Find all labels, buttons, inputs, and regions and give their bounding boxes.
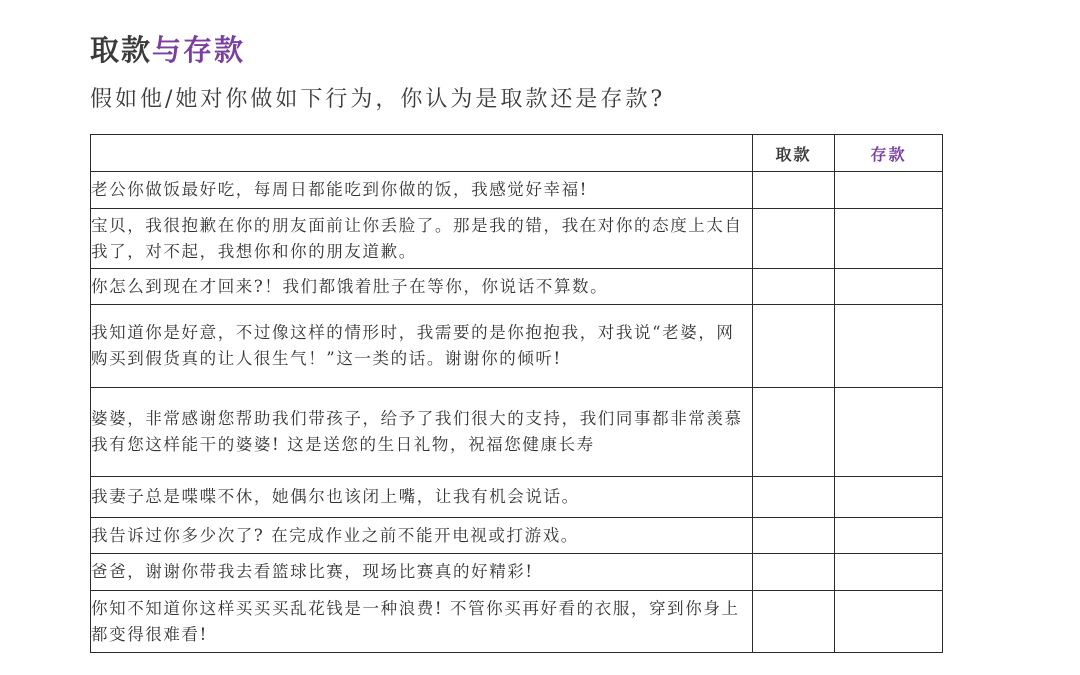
header-withdraw: 取款 bbox=[753, 135, 835, 172]
deposit-cell[interactable] bbox=[835, 554, 943, 591]
header-statement bbox=[91, 135, 753, 172]
deposit-cell[interactable] bbox=[835, 305, 943, 388]
row-statement: 宝贝，我很抱歉在你的朋友面前让你丢脸了。那是我的错，我在对你的态度上太自我了，对不起，我想你和你的朋友道歉。 bbox=[91, 209, 753, 269]
deposit-cell[interactable] bbox=[835, 591, 943, 653]
title-withdraw: 取款 bbox=[90, 33, 153, 67]
deposit-cell[interactable] bbox=[835, 518, 943, 554]
table-row bbox=[91, 388, 943, 477]
withdraw-cell[interactable] bbox=[753, 591, 835, 653]
deposit-cell[interactable] bbox=[835, 388, 943, 477]
table-row bbox=[91, 172, 943, 209]
header-deposit: 存款 bbox=[835, 135, 943, 172]
quiz-table bbox=[90, 134, 943, 653]
deposit-cell[interactable] bbox=[835, 477, 943, 518]
table-row bbox=[91, 518, 943, 554]
page-subtitle: 假如他/她对你做如下行为，你认为是取款还是存款? bbox=[90, 87, 666, 112]
withdraw-cell[interactable] bbox=[753, 388, 835, 477]
row-statement: 你知不知道你这样买买买乱花钱是一种浪费! 不管你买再好看的衣服，穿到你身上都变得很难看! bbox=[91, 591, 753, 653]
row-statement: 我妻子总是喋喋不休，她偶尔也该闭上嘴，让我有机会说话。 bbox=[91, 477, 753, 518]
row-statement: 我告诉过你多少次了? 在完成作业之前不能开电视或打游戏。 bbox=[91, 518, 753, 554]
deposit-cell[interactable] bbox=[835, 269, 943, 305]
table-row bbox=[91, 269, 943, 305]
row-statement: 婆婆，非常感谢您帮助我们带孩子，给予了我们很大的支持，我们同事都非常羡慕我有您这样能干的婆婆! 这是送您的生日礼物，祝福您健康长寿 bbox=[91, 388, 753, 477]
table-row bbox=[91, 477, 943, 518]
withdraw-cell[interactable] bbox=[753, 209, 835, 269]
table-row bbox=[91, 554, 943, 591]
withdraw-cell[interactable] bbox=[753, 477, 835, 518]
title-deposit: 与存款 bbox=[152, 33, 246, 67]
withdraw-cell[interactable] bbox=[753, 554, 835, 591]
withdraw-cell[interactable] bbox=[753, 518, 835, 554]
row-statement: 老公你做饭最好吃，每周日都能吃到你做的饭，我感觉好幸福! bbox=[91, 172, 753, 209]
withdraw-cell[interactable] bbox=[753, 269, 835, 305]
withdraw-cell[interactable] bbox=[753, 172, 835, 209]
row-statement: 你怎么到现在才回来?！我们都饿着肚子在等你，你说话不算数。 bbox=[91, 269, 753, 305]
table-row bbox=[91, 209, 943, 269]
withdraw-cell[interactable] bbox=[753, 305, 835, 388]
row-statement: 我知道你是好意，不过像这样的情形时，我需要的是你抱抱我，对我说“老婆，网购买到假货真的让人很生气！”这一类的话。谢谢你的倾听! bbox=[91, 305, 753, 388]
table-header-row bbox=[91, 135, 943, 172]
table-row bbox=[91, 591, 943, 653]
table-row bbox=[91, 305, 943, 388]
deposit-cell[interactable] bbox=[835, 172, 943, 209]
row-statement: 爸爸，谢谢你带我去看篮球比赛，现场比赛真的好精彩! bbox=[91, 554, 753, 591]
deposit-cell[interactable] bbox=[835, 209, 943, 269]
page-title bbox=[90, 30, 245, 70]
